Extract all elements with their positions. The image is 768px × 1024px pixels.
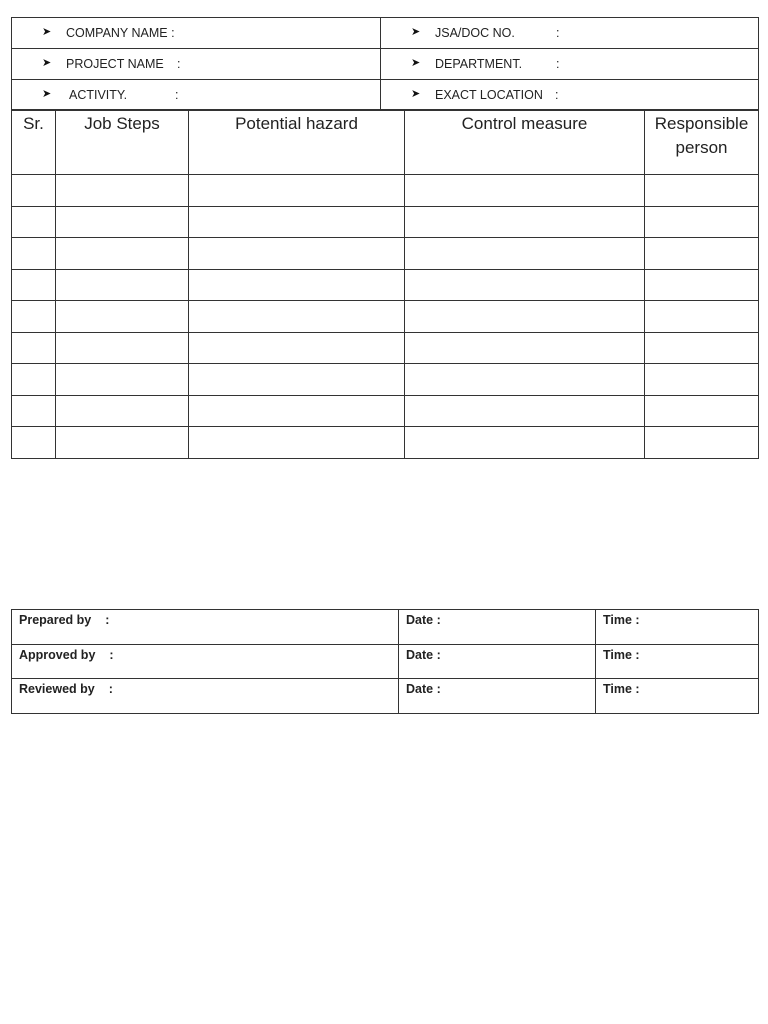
project-name-field[interactable]: [12, 49, 381, 80]
table-row: [12, 301, 759, 333]
time-label: Time :: [603, 682, 640, 696]
responsible-person-cell[interactable]: [645, 332, 759, 364]
control-measure-cell[interactable]: [405, 269, 645, 301]
potential-hazard-cell[interactable]: [189, 332, 405, 364]
prepared-by-label: Prepared by: [19, 613, 92, 627]
table-row: [12, 364, 759, 396]
arrow-right-icon: ➤: [42, 57, 52, 69]
date-field[interactable]: [399, 679, 596, 714]
table-header-row: [12, 110, 759, 175]
table-row: [12, 395, 759, 427]
job-step-cell[interactable]: [56, 269, 189, 301]
colon: :: [555, 88, 559, 102]
sr-cell[interactable]: [12, 364, 56, 396]
signoff-row: [12, 679, 759, 714]
time-field[interactable]: [596, 644, 759, 679]
approved-by-field[interactable]: [12, 644, 399, 679]
sr-cell[interactable]: [12, 301, 56, 333]
job-step-cell[interactable]: [56, 206, 189, 238]
date-label: Date :: [406, 613, 441, 627]
colon: :: [109, 647, 114, 662]
job-step-cell[interactable]: [56, 301, 189, 333]
table-row: [12, 427, 759, 459]
potential-hazard-cell[interactable]: [189, 427, 405, 459]
time-field[interactable]: [596, 610, 759, 645]
control-measure-cell[interactable]: [405, 332, 645, 364]
date-label: Date :: [406, 682, 441, 696]
sr-cell[interactable]: [12, 269, 56, 301]
potential-hazard-cell[interactable]: [189, 364, 405, 396]
date-field[interactable]: [399, 610, 596, 645]
control-measure-cell[interactable]: [405, 427, 645, 459]
control-measure-cell[interactable]: [405, 175, 645, 207]
potential-hazard-header: Potential hazard: [189, 110, 405, 175]
header-info-table: [11, 17, 759, 111]
arrow-right-icon: ➤: [411, 57, 421, 69]
signoff-table: [11, 609, 759, 714]
company-name-label: COMPANY NAME :: [66, 26, 175, 40]
potential-hazard-cell[interactable]: [189, 206, 405, 238]
job-step-cell[interactable]: [56, 395, 189, 427]
activity-field[interactable]: [12, 80, 381, 111]
jsa-doc-no-label: JSA/DOC NO.: [435, 26, 515, 40]
table-row: [12, 332, 759, 364]
sr-cell[interactable]: [12, 206, 56, 238]
job-steps-header: Job Steps: [56, 110, 189, 175]
colon: :: [556, 26, 560, 40]
potential-hazard-cell[interactable]: [189, 301, 405, 333]
responsible-person-cell[interactable]: [645, 269, 759, 301]
colon: :: [177, 57, 181, 71]
sr-cell[interactable]: [12, 238, 56, 270]
table-row: [12, 269, 759, 301]
header-row: [12, 80, 759, 111]
approved-by-label: Approved by: [19, 647, 96, 662]
department-field[interactable]: [381, 49, 759, 80]
header-row: [12, 49, 759, 80]
colon: :: [108, 682, 113, 696]
jsa-table-body: [12, 175, 759, 459]
sr-cell[interactable]: [12, 175, 56, 207]
control-measure-cell[interactable]: [405, 364, 645, 396]
table-row: [12, 206, 759, 238]
potential-hazard-cell[interactable]: [189, 269, 405, 301]
activity-label: ACTIVITY.: [69, 88, 128, 102]
responsible-person-header: Responsible person: [645, 110, 759, 175]
sr-header: Sr.: [12, 110, 56, 175]
time-label: Time :: [603, 613, 640, 627]
responsible-person-cell[interactable]: [645, 395, 759, 427]
job-step-cell[interactable]: [56, 364, 189, 396]
arrow-right-icon: ➤: [42, 88, 52, 100]
job-step-cell[interactable]: [56, 332, 189, 364]
date-field[interactable]: [399, 644, 596, 679]
reviewed-by-field[interactable]: [12, 679, 399, 714]
control-measure-cell[interactable]: [405, 206, 645, 238]
signoff-row: [12, 644, 759, 679]
jsa-doc-no-field[interactable]: [381, 18, 759, 49]
header-row: [12, 18, 759, 49]
responsible-person-cell[interactable]: [645, 301, 759, 333]
responsible-person-cell[interactable]: [645, 206, 759, 238]
prepared-by-field[interactable]: [12, 610, 399, 645]
reviewed-by-label: Reviewed by: [19, 682, 95, 696]
date-label: Date :: [406, 647, 441, 662]
table-row: [12, 175, 759, 207]
control-measure-cell[interactable]: [405, 301, 645, 333]
responsible-person-cell[interactable]: [645, 427, 759, 459]
control-measure-header: Control measure: [405, 110, 645, 175]
time-field[interactable]: [596, 679, 759, 714]
project-name-label: PROJECT NAME: [66, 57, 164, 71]
colon: :: [105, 613, 110, 627]
job-step-cell[interactable]: [56, 427, 189, 459]
signoff-row: [12, 610, 759, 645]
sr-cell[interactable]: [12, 427, 56, 459]
control-measure-cell[interactable]: [405, 395, 645, 427]
sr-cell[interactable]: [12, 332, 56, 364]
potential-hazard-cell[interactable]: [189, 238, 405, 270]
responsible-person-cell[interactable]: [645, 175, 759, 207]
colon: :: [175, 88, 179, 102]
potential-hazard-cell[interactable]: [189, 395, 405, 427]
company-name-field[interactable]: [12, 18, 381, 49]
responsible-person-cell[interactable]: [645, 238, 759, 270]
responsible-person-cell[interactable]: [645, 364, 759, 396]
control-measure-cell[interactable]: [405, 238, 645, 270]
colon: :: [556, 57, 560, 71]
time-label: Time :: [603, 647, 640, 662]
arrow-right-icon: ➤: [42, 26, 52, 38]
table-row: [12, 238, 759, 270]
exact-location-label: EXACT LOCATION: [435, 88, 543, 102]
department-label: DEPARTMENT.: [435, 57, 523, 71]
sr-cell[interactable]: [12, 395, 56, 427]
jsa-table: [11, 109, 759, 459]
job-step-cell[interactable]: [56, 238, 189, 270]
potential-hazard-cell[interactable]: [189, 175, 405, 207]
exact-location-field[interactable]: [381, 80, 759, 111]
arrow-right-icon: ➤: [411, 26, 421, 38]
job-step-cell[interactable]: [56, 175, 189, 207]
arrow-right-icon: ➤: [411, 88, 421, 100]
